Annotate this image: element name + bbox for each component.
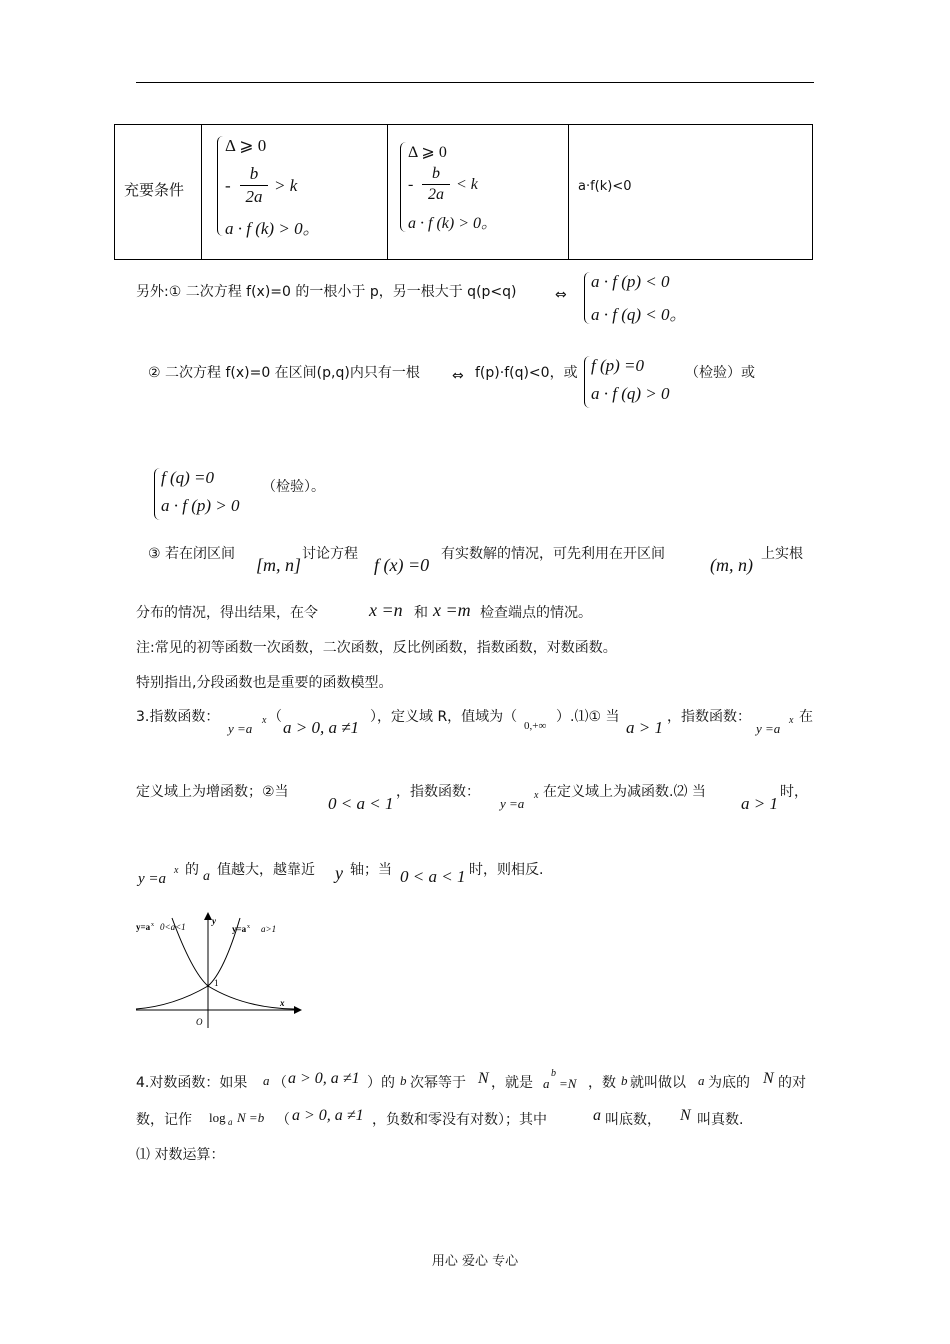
curve-increasing <box>136 918 240 1009</box>
col1-line1: Δ ⩾ 0 <box>225 136 267 155</box>
note-1: 注:常见的初等函数一次函数，二次函数，反比例函数，指数函数，对数函数。 <box>136 640 617 656</box>
col1-brace <box>217 136 223 236</box>
sec4-b: ）的 <box>367 1075 395 1091</box>
para2-text: ② 二次方程 f(x)=0 在区间(p,q)内只有一根 <box>148 365 420 381</box>
sec4-f: 就叫做以 <box>630 1075 686 1091</box>
sec4-cond2: a > 0, a ≠1 <box>292 1107 364 1124</box>
sec4-h: 的对 <box>778 1075 806 1091</box>
sec3-y3: y =a <box>500 796 525 811</box>
sec3-line3c: 轴；当 <box>350 862 392 878</box>
sec3-a-sym: a <box>203 869 210 884</box>
sec3-line3b: 值越大，越靠近 <box>217 862 315 878</box>
sec4-eqN: =N <box>559 1076 577 1091</box>
intercept-one: 1 <box>214 978 219 988</box>
graph-label-right: y=a <box>232 924 247 934</box>
y-axis-label: y <box>212 916 216 926</box>
para4-d: 上实根 <box>761 546 803 562</box>
sec4-paren: （ <box>273 1075 287 1091</box>
para3-sys2: a · f (p) > 0 <box>161 496 240 515</box>
sec3-y2: y =a <box>756 721 781 736</box>
sec3-line2c: 在定义域上为减函数.⑵ 当 <box>543 784 706 800</box>
para1-sys1: a · f (p) < 0 <box>591 272 670 291</box>
para3-brace <box>154 468 160 520</box>
note-2: 特别指出,分段函数也是重要的函数模型。 <box>136 675 393 691</box>
para4-c: 有实数解的情况，可先利用在开区间 <box>441 546 665 562</box>
graph-label-left: y=a <box>136 922 151 932</box>
graph-label-left-cond: 0<a<1 <box>160 922 186 932</box>
sec4-c: 次幂等于 <box>410 1075 466 1091</box>
graph-label-right-sup: x <box>247 924 250 930</box>
sec3-d: ，指数函数： <box>667 709 751 725</box>
para3-sys1: f (q) =0 <box>161 468 215 487</box>
sec3-line3a: 的 <box>185 862 199 878</box>
sec4-line2e: 叫真数. <box>697 1112 744 1128</box>
sec3-line2a: 定义域上为增函数；②当 <box>136 784 289 800</box>
sec4-line2c: ，负数和零没有对数）；其中 <box>372 1112 547 1128</box>
col2-line1: Δ ⩾ 0 <box>408 144 447 161</box>
sec3-line2b: ，指数函数： <box>396 784 480 800</box>
sec4-ab-sup: b <box>551 1068 556 1079</box>
sec4-log: log <box>209 1110 226 1125</box>
para2-text2: f(p)·f(q)<0，或 <box>475 365 578 381</box>
sec3-agt1-b: a > 1 <box>741 794 778 813</box>
col1-fraction: b 2a <box>240 164 268 207</box>
sec4-log-sub: a <box>228 1117 233 1127</box>
sec4-a: 4.对数函数：如果 <box>136 1075 248 1091</box>
para1-iff: ⇔ <box>555 287 567 303</box>
sec3-paren: （ <box>268 709 282 725</box>
sec3-y4-sup: x <box>174 865 179 876</box>
sec3-y1: y =a <box>228 721 253 736</box>
col1-line3: a · f (k) > 0。 <box>225 219 320 238</box>
para2-iff: ⇔ <box>452 368 464 384</box>
para2-brace <box>584 356 590 408</box>
para3-check: （检验）。 <box>262 479 325 495</box>
para2-sys1: f (p) =0 <box>591 356 645 375</box>
sec3-cond2: 0 < a < 1 <box>328 794 394 813</box>
para4-interval1: [m, n] <box>256 555 302 575</box>
sec3-line3d: 时，则相反. <box>469 862 544 878</box>
graph-label-left-sup: x <box>151 922 154 928</box>
sec3-c: ）.⑴① 当 <box>556 709 620 725</box>
header-rule <box>136 82 814 83</box>
sec4-cond: a > 0, a ≠1 <box>288 1070 360 1087</box>
sec4-b-sym2: b <box>621 1073 628 1088</box>
sec3-y-sym: y <box>335 863 343 883</box>
col1-minus: - <box>225 176 231 195</box>
para1-brace <box>584 272 590 324</box>
sec3-cond3: 0 < a < 1 <box>400 867 466 886</box>
sec4-b-sym: b <box>400 1073 407 1088</box>
sec4-N3: N <box>680 1107 691 1124</box>
sec3-a: 3.指数函数： <box>136 709 220 725</box>
sec4-line2a: 数，记作 <box>136 1112 192 1128</box>
sec4-N2: N <box>763 1070 774 1087</box>
para2-check: （检验）或 <box>685 365 755 381</box>
sec4-line2b: （ <box>276 1112 290 1128</box>
sec3-y1-sup: x <box>262 715 267 726</box>
sec3-agt1: a > 1 <box>626 718 663 737</box>
para4-eq: f (x) =0 <box>374 555 430 575</box>
sec4-sub: ⑴ 对数运算： <box>136 1147 225 1163</box>
col3-text: a·f(k)<0 <box>578 179 632 194</box>
para4-b: 讨论方程 <box>302 546 358 562</box>
col2-tail: < k <box>456 176 478 193</box>
para4-line2b: 检查端点的情况。 <box>480 605 592 621</box>
col2-brace <box>400 142 406 232</box>
sec4-a-sym3: a <box>593 1107 601 1124</box>
sec4-N: N <box>478 1070 489 1087</box>
para4-xn: x =n <box>369 600 403 620</box>
sec3-cond: a > 0, a ≠1 <box>283 718 360 737</box>
x-axis-label: x <box>280 998 285 1008</box>
sec4-ab: a <box>543 1076 550 1091</box>
col1-tail: > k <box>274 176 298 195</box>
col2-fraction: b 2a <box>422 165 450 204</box>
sec4-line2d: 叫底数， <box>605 1112 661 1128</box>
col2-minus: - <box>408 176 414 193</box>
para4-a: ③ 若在闭区间 <box>148 546 236 562</box>
para1-text: 另外:① 二次方程 f(x)=0 的一根小于 p，另一根大于 q(p<q) <box>136 284 517 300</box>
col2-line3: a · f (k) > 0。 <box>408 215 498 232</box>
para4-line2a: 分布的情况，得出结果，在令 <box>136 605 318 621</box>
page-footer: 用心 爱心 专心 <box>431 1254 519 1269</box>
table-row-label: 充要条件 <box>124 181 185 199</box>
sec4-d: ，就是 <box>491 1075 533 1091</box>
para2-sys2: a · f (q) > 0 <box>591 384 670 403</box>
sec4-e: ，数 <box>588 1075 616 1091</box>
x-axis-arrow <box>294 1006 302 1014</box>
exponential-graph <box>134 910 304 1030</box>
para4-interval2: (m, n) <box>710 555 753 575</box>
sec3-b: ），定义域 R，值域为（ <box>370 709 518 725</box>
graph-label-right-cond: a>1 <box>261 924 277 934</box>
sec4-a-sym: a <box>263 1073 270 1088</box>
sec3-e: 在 <box>799 709 813 725</box>
sec4-g: 为底的 <box>708 1075 750 1091</box>
origin-label: O <box>196 1017 203 1027</box>
sec3-line2d: 时， <box>780 784 808 800</box>
para4-and: 和 <box>414 605 428 621</box>
sec3-y3-sup: x <box>534 790 539 801</box>
sec4-a-sym2: a <box>698 1073 705 1088</box>
sec3-y4: y =a <box>138 871 167 887</box>
para4-xm: x =m <box>433 600 471 620</box>
para1-sys2: a · f (q) < 0。 <box>591 305 687 324</box>
sec3-y2-sup: x <box>789 715 794 726</box>
sec4-logtail: N =b <box>237 1110 265 1125</box>
y-axis-arrow <box>204 912 212 920</box>
sec3-range: 0,+∞ <box>524 720 547 732</box>
